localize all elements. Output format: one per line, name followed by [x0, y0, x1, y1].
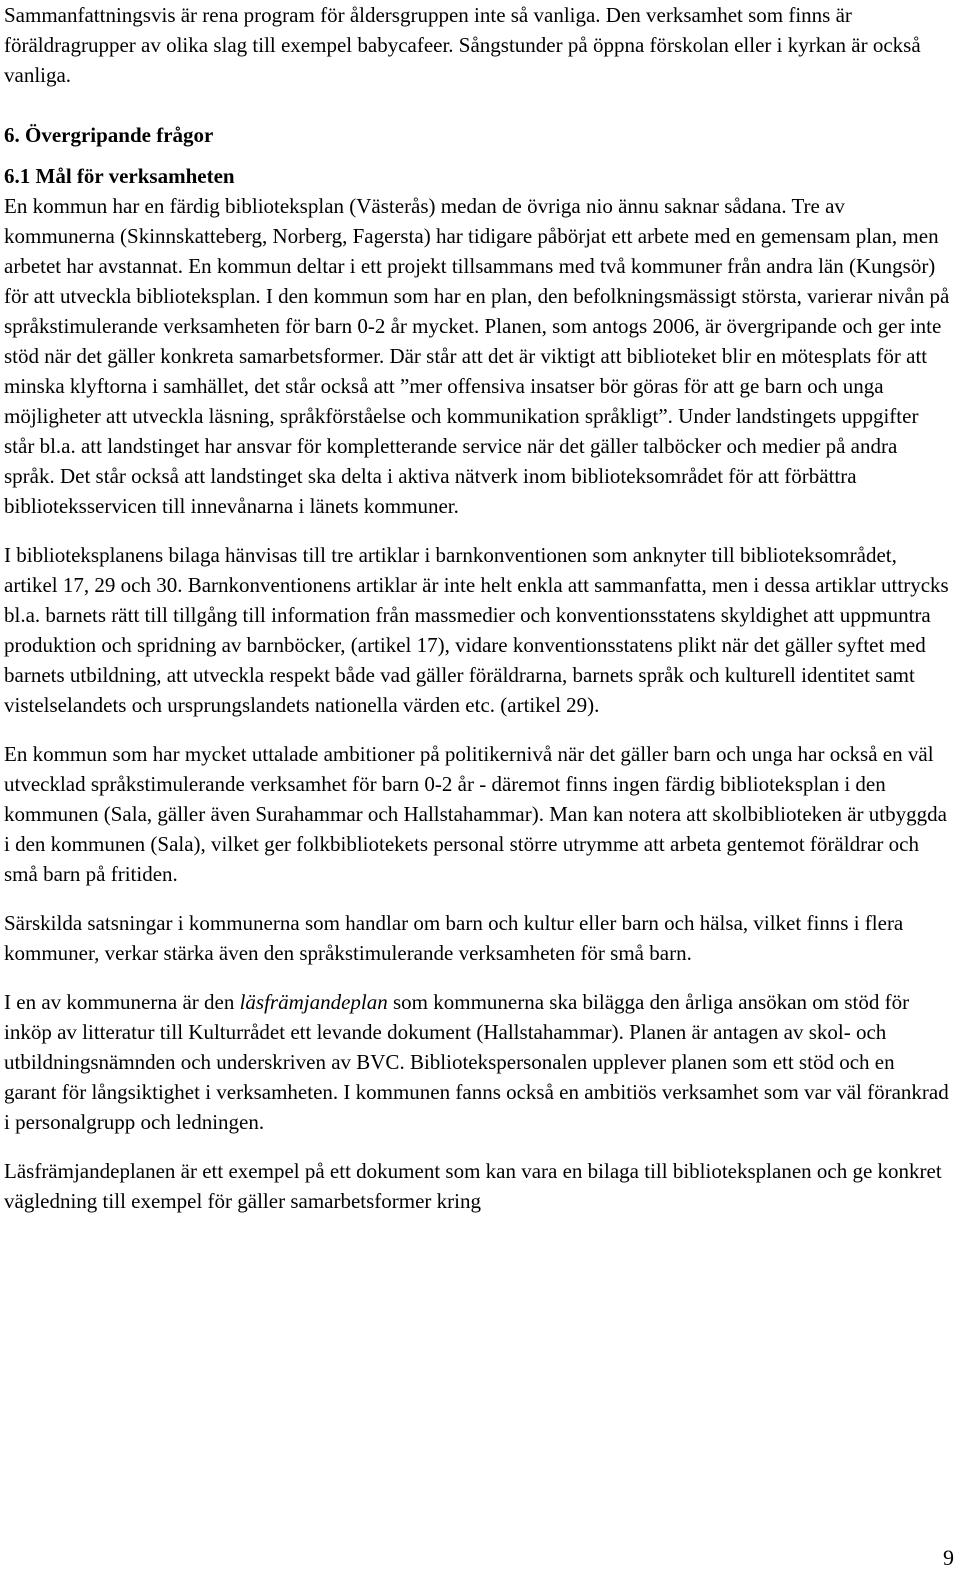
page-number: 9	[943, 1545, 954, 1570]
paragraph-special-initiatives: Särskilda satsningar i kommunerna som handlar om barn och kultur eller barn och hälsa, vilket finns i flera kommuner, verkar stärka även den språkstimulerande verksamheten för små barn.	[4, 911, 904, 965]
paragraph-goals: En kommun har en färdig biblioteksplan (Västerås) medan de övriga nio ännu saknar sådana. Tre av kommunerna (Skinnskatteberg, Norberg, Fagersta) har tidigare påbörjat ett arbete med en gemensam plan, men arbetet har avstannat. En kommun deltar i ett projekt tillsammans med två kommuner från andra län (Kungsör) för att utveckla biblioteksplan. I den kommun som har en plan, den befolkningsmässigt största, varierar nivån på språkstimulerande verksamheten för barn 0-2 år mycket. Planen, som antogs 2006, är övergripande och ger inte stöd när det gäller konkreta samarbetsformer. Där står att det är viktigt att biblioteket blir en mötesplats för att minska klyftorna i samhället, det står också att ”mer offensiva insatser bör göras för att ge barn och unga möjligheter att utveckla läsning, språkförståelse och kommunikation språkligt”. Under landstingets uppgifter står bl.a. att landstinget har ansvar för kompletterande service när det gäller talböcker och medier på andra språk. Det står också att landstinget ska delta i aktiva nätverk inom biblioteksområdet för att förbättra biblioteksservicen till innevånarna i länets kommuner.	[4, 194, 950, 518]
intro-paragraph: Sammanfattningsvis är rena program för åldersgruppen inte så vanliga. Den verksamhet som finns är föräldragrupper av olika slag till exempel babycafeer. Sångstunder på öppna förskolan eller i kyrkan är också vanliga.	[4, 3, 921, 87]
paragraph-reading-plan	[4, 987, 952, 1137]
paragraph-ambitions: En kommun som har mycket uttalade ambitioner på politikernivå när det gäller barn och unga har också en väl utvecklad språkstimulerande verksamhet för barn 0-2 år - däremot finns ingen färdig biblioteksplan i den kommunen (Sala, gäller även Surahammar och Hallstahammar). Man kan notera att skolbiblioteken är utbyggda i den kommunen (Sala), vilket ger folkbibliotekets personal större utrymme att arbeta gentemot föräldrar och små barn på fritiden.	[4, 742, 947, 886]
paragraph-child-convention: I biblioteksplanens bilaga hänvisas till tre artiklar i barnkonventionen som anknyter till biblioteksområdet, artikel 17, 29 och 30. Barnkonventionens artiklar är inte helt enkla att sammanfatta, men i dessa artiklar uttrycks bl.a. barnets rätt till tillgång till information från massmedier och konventionsstatens skyldighet att uppmuntra produktion och spridning av barnböcker, (artikel 17), vidare konventionsstatens plikt när det gäller syftet med barnets utbildning, att utveckla respekt både vad gäller föräldrarna, barnets språk och kulturell identitet samt vistelselandets och ursprungslandets nationella värden etc. (artikel 29).	[4, 543, 949, 717]
section-heading: 6. Övergripande frågor	[4, 123, 214, 147]
paragraph-last: Läsfrämjandeplanen är ett exempel på ett dokument som kan vara en bilaga till biblioteksplanen och ge konkret vägledning till exempel för gäller samarbetsformer kring	[4, 1159, 942, 1213]
document-page	[4, 0, 952, 1216]
reading-plan-text-after: som kommunerna ska bilägga den årliga ansökan om stöd för inköp av litteratur till Kulturrådet ett levande dokument (Hallstahammar). Planen är antagen av skol- och utbildningsnämnden och underskriven av BVC. Bibliotekspersonalen upplever planen som ett stöd och en garant för långsiktighet i verksamheten. I kommunen fanns också en ambitiös verksamhet som var väl förankrad i personalgrupp och ledningen.	[4, 990, 949, 1134]
subsection-heading: 6.1 Mål för verksamheten	[4, 164, 235, 188]
reading-plan-emphasis: läsfrämjandeplan	[239, 990, 388, 1014]
reading-plan-text-before: I en av kommunerna är den	[4, 990, 240, 1014]
